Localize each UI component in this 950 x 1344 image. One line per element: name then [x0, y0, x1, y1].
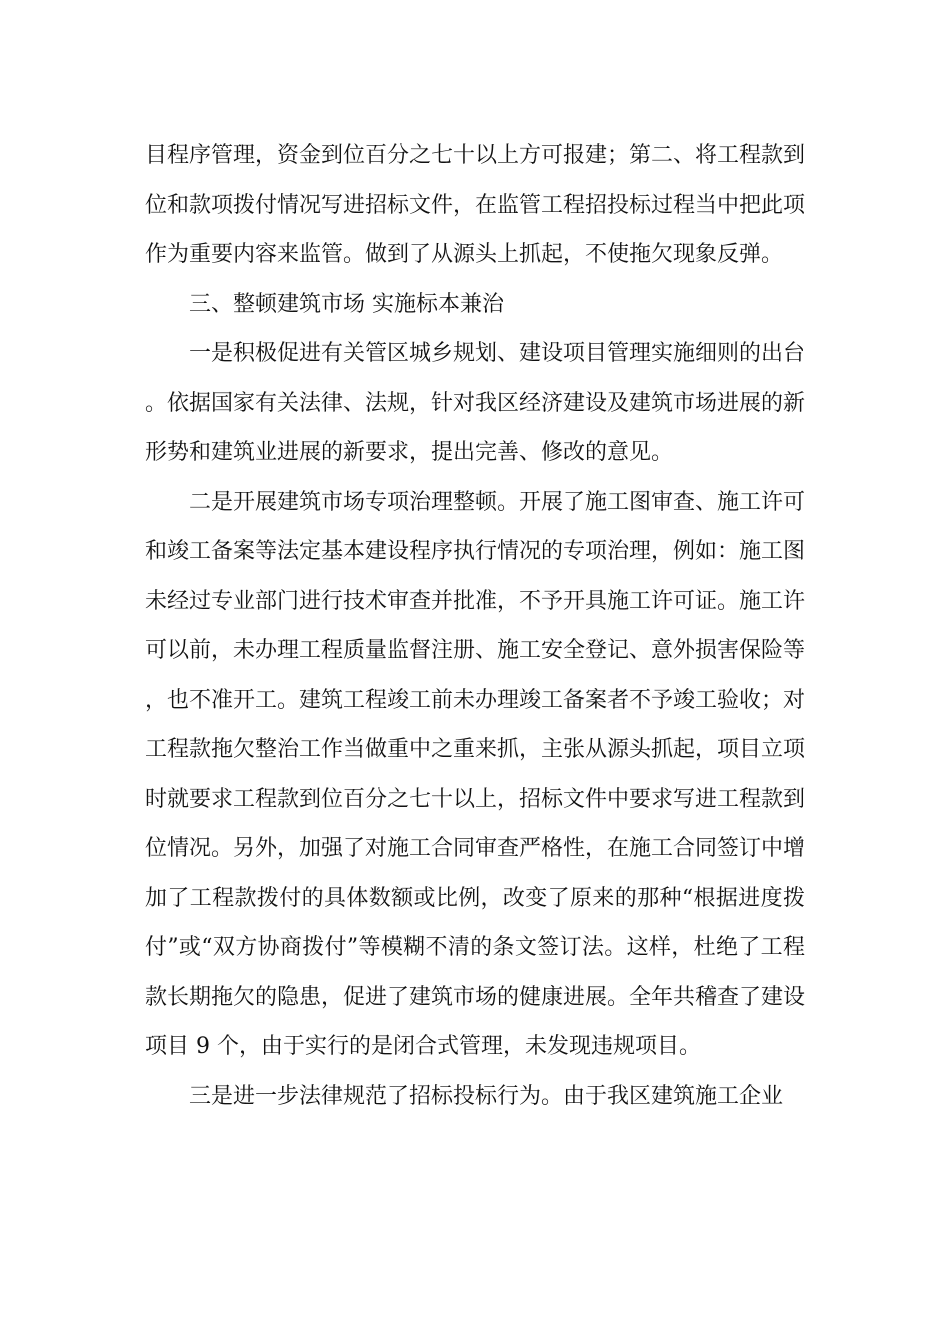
paragraph-bidding: 三是进一步法律规范了招标投标行为。由于我区建筑施工企业 — [189, 1083, 784, 1109]
paragraph-rectification: 二是开展建筑市场专项治理整顿。开展了施工图审查、施工许可和竣工备案等法定基本建设程序执行情况的专项治理，例如：施工图未经过专业部门进行技术审查并批准，不予开具施工许可证。施工许可以前，未办理工程质量监督注册、施工安全登记、意外损害保险等，也不准开工。建筑工程竣工前未办理竣工备案者不予竣工验收；对工程款拖欠整治工作当做重中之重来抓，主张从源头抓起，项目立项时就要求工程款到位百分之七十以上，招标文件中要求写进工程款到位情况。另外，加强了对施工合同审查严格性，在施工合同签订中增加了工程款拨付的具体数额或比例，改变了原来的那种“根据进度拨付”或“双方协商拨付”等模糊不清的条文签订法。这样，杜绝了工程款长期拖欠的隐患，促进了建筑市场的健康进展。全年共稽查了建设项目 9 个，由于实行的是闭合式管理，未发现违规项目。 — [145, 489, 806, 1059]
document-body — [145, 131, 805, 1121]
paragraph-planning: 一是积极促进有关管区城乡规划、建设项目管理实施细则的出台。依据国家有关法律、法规，针对我区经济建设及建筑市场进展的新形势和建筑业进展的新要求，提出完善、修改的意见。 — [145, 341, 806, 465]
section-heading: 三、整顿建筑市场 实施标本兼治 — [189, 291, 504, 317]
paragraph-continuation: 目程序管理，资金到位百分之七十以上方可报建；第二、将工程款到位和款项拨付情况写进招标文件，在监管工程招投标过程当中把此项作为重要内容来监管。做到了从源头上抓起，不使拖欠现象反弹。 — [145, 143, 806, 267]
